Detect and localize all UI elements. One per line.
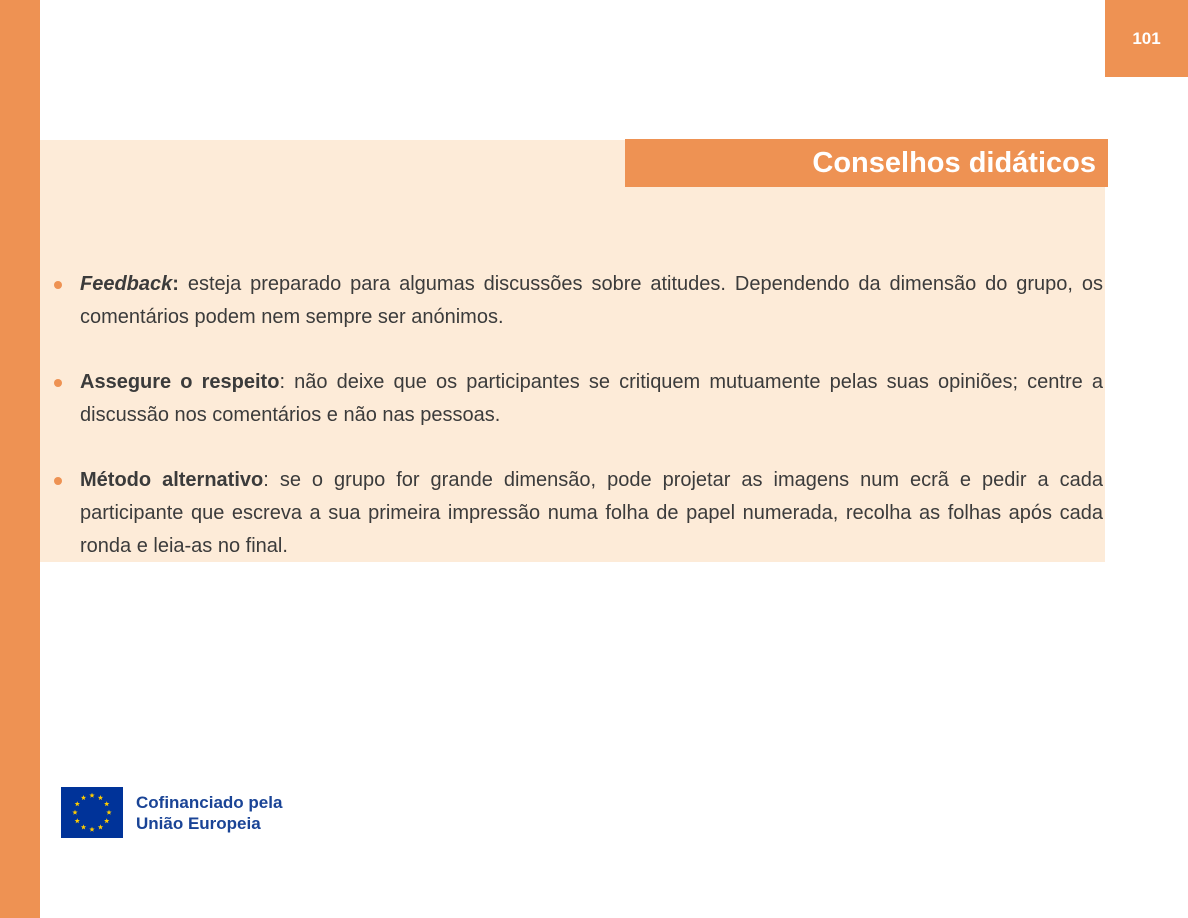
list-item: [40, 268, 1105, 334]
bullet-lead: Feedback: [80, 273, 173, 295]
bullet-separator: :: [279, 371, 295, 393]
eu-flag-icon: [61, 787, 123, 838]
bullet-icon: [54, 477, 62, 485]
bullet-icon: [54, 379, 62, 387]
page-title: Conselhos didáticos: [812, 147, 1096, 179]
eu-cofunded-logo: [61, 787, 282, 838]
list-item: [40, 464, 1105, 563]
bullet-separator: :: [263, 469, 280, 491]
left-accent-bar: [0, 0, 40, 918]
bullet-list: [40, 268, 1105, 595]
bullet-lead: Assegure o respeito: [80, 371, 280, 393]
bullet-text: não deixe que os participantes se critiquem mutuamente pelas suas opiniões; centre a discussão nos comentários e não nas pessoas.: [80, 371, 1103, 426]
list-item: [40, 366, 1105, 432]
eu-logo-text-line2: União Europeia: [136, 813, 261, 833]
eu-logo-text: [136, 792, 282, 834]
bullet-separator: :: [172, 273, 188, 295]
page-number-badge: [1105, 0, 1188, 77]
title-banner: [625, 139, 1108, 187]
bullet-icon: [54, 281, 62, 289]
bullet-text: esteja preparado para algumas discussões sobre atitudes. Dependendo da dimensão do grupo, os comentários podem nem sempre ser anónimos.: [80, 273, 1103, 328]
bullet-lead: Método alternativo: [80, 469, 264, 491]
page-number: 101: [1132, 28, 1161, 48]
bullet-text: se o grupo for grande dimensão, pode projetar as imagens num ecrã e pedir a cada participante que escreva a sua primeira impressão numa folha de papel numerada, recolha as folhas após cada ronda e leia-as no final.: [80, 469, 1104, 557]
eu-logo-text-line1: Cofinanciado pela: [136, 792, 283, 812]
